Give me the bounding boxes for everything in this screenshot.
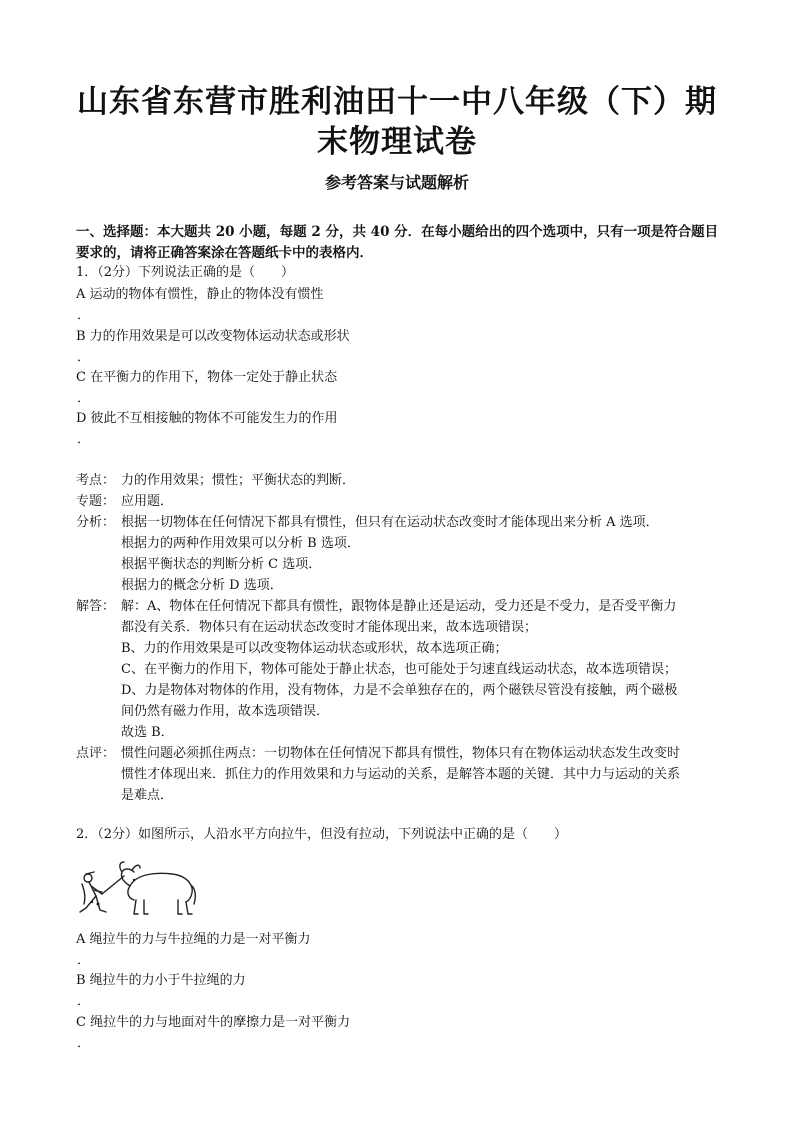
title-line-1: 山东省东营市胜利油田十一中八年级（下）期 (77, 84, 717, 120)
q1-option-a: A 运动的物体有惯性，静止的物体没有惯性 (76, 287, 324, 302)
q1-option-c: C 在平衡力的作用下，物体一定处于静止状态 (76, 370, 338, 385)
q2-option-b-dot: ． (77, 994, 91, 1009)
q2-stem: 2．（2分）如图所示，人沿水平方向拉牛，但没有拉动，下列说法中正确的是（ ） (76, 827, 568, 842)
q1-option-b: B 力的作用效果是可以改变物体运动状态或形状 (76, 329, 350, 344)
q1-dianping-line-2: 惯性才体现出来．抓住力的作用效果和力与运动的关系，是解答本题的关键．其中力与运动的关系 (121, 767, 681, 782)
q1-zhuanti-label: 专题： (76, 494, 116, 509)
q1-jieda-line-3: B、力的作用效果是可以改变物体运动状态或形状，故本选项正确； (121, 641, 508, 656)
q1-option-b-dot: ． (77, 350, 91, 365)
q2-option-a: A 绳拉牛的力与牛拉绳的力是一对平衡力 (76, 932, 311, 947)
q2-option-b: B 绳拉牛的力小于牛拉绳的力 (76, 973, 246, 988)
q1-jieda-line-1: 解：A、物体在任何情况下都具有惯性，跟物体是静止还是运动，受力还是不受力，是否受平衡力 (121, 599, 677, 614)
subtitle: 参考答案与试题解析 (324, 173, 469, 192)
q1-stem: 1．（2分）下列说法正确的是（ ） (76, 265, 295, 280)
q1-option-d-dot: ． (77, 432, 91, 447)
q1-zhuanti: 应用题． (121, 494, 174, 509)
q1-jieda-line-4: C、在平衡力的作用下，物体可能处于静止状态，也可能处于匀速直线运动状态，故本选项错误； (121, 662, 677, 677)
q1-dianping-line-3: 是难点． (121, 788, 174, 803)
q1-fenxi-line-2: 根据力的两种作用效果可以分析 B 选项． (121, 536, 360, 551)
q2-option-a-dot: ． (77, 953, 91, 968)
q1-fenxi-line-1: 根据一切物体在任何情况下都具有惯性，但只有在运动状态改变时才能体现出来分析 A 选项． (121, 515, 659, 530)
q1-fenxi-line-3: 根据平衡状态的判断分析 C 选项． (121, 557, 322, 572)
q1-option-d: D 彼此不互相接触的物体不可能发生力的作用 (76, 411, 338, 426)
q1-jieda-line-5: D、力是物体对物体的作用，没有物体，力是不会单独存在的，两个磁铁尽管没有接触，两个磁极 (121, 683, 678, 698)
q1-kaodian-label: 考点： (76, 473, 116, 488)
q1-kaodian: 力的作用效果；惯性；平衡状态的判断． (121, 473, 356, 488)
q1-option-a-dot: ． (77, 308, 91, 323)
section-header-line-2: 要求的，请将正确答案涂在答题纸卡中的表格内． (76, 245, 373, 261)
q1-jieda-label: 解答： (76, 599, 116, 614)
q1-fenxi-label: 分析： (76, 515, 116, 530)
q2-option-c-dot: ． (77, 1036, 91, 1051)
q1-option-c-dot: ． (77, 391, 91, 406)
q1-dianping-line-1: 惯性问题必须抓住两点：一切物体在任何情况下都具有惯性，物体只有在物体运动状态发生改变时 (121, 746, 681, 761)
q1-dianping-label: 点评： (76, 746, 116, 761)
q1-fenxi-line-4: 根据力的概念分析 D 选项． (121, 578, 283, 593)
man-pulling-ox-illustration (74, 856, 198, 922)
q2-option-c: C 绳拉牛的力与地面对牛的摩擦力是一对平衡力 (76, 1015, 351, 1030)
q1-jieda-line-6: 间仍然有磁力作用，故本选项错误． (121, 704, 330, 719)
title-line-2: 末物理试卷 (317, 124, 477, 160)
q1-jieda-line-7: 故选 B． (121, 725, 174, 740)
q1-jieda-line-2: 都没有关系．物体只有在运动状态改变时才能体现出来，故本选项错误； (121, 620, 538, 635)
section-header-line-1: 一、选择题：本大题共 20 小题，每题 2 分，共 40 分．在每小题给出的四个选项中，只有一项是符合题目 (76, 224, 719, 240)
